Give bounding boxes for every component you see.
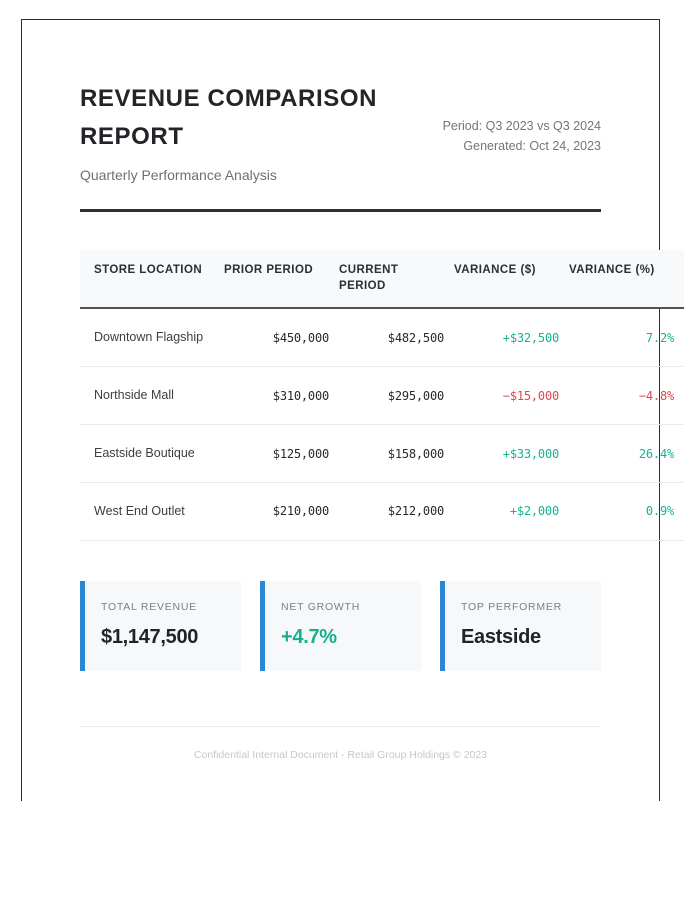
card-value: +4.7%	[281, 625, 337, 648]
revenue-comparison-table	[80, 250, 684, 541]
meta-period: Period: Q3 2023 vs Q3 2024	[442, 119, 601, 133]
cell-current-period: $212,000	[339, 483, 454, 541]
card-value: Eastside	[461, 625, 541, 648]
document-body	[22, 20, 674, 761]
table-row	[80, 367, 684, 425]
cell-prior-period: $450,000	[224, 308, 339, 366]
document-page	[21, 19, 674, 801]
card-value: $1,147,500	[101, 625, 199, 648]
cell-variance-dollar: +$2,000	[454, 483, 569, 541]
cell-variance-dollar: +$32,500	[454, 308, 569, 366]
page-title: REVENUE COMPARISON REPORT	[80, 85, 378, 151]
table-body	[80, 308, 684, 540]
column-header-variance-percent: VARIANCE (%)	[569, 250, 684, 308]
column-header-current-period: CURRENT PERIOD	[339, 250, 454, 308]
table-header-row	[80, 250, 684, 308]
column-header-store-location: STORE LOCATION	[80, 250, 224, 308]
table-row	[80, 308, 684, 366]
cell-prior-period: $125,000	[224, 425, 339, 483]
summary-card-total-revenue	[80, 581, 241, 671]
card-label: NET GROWTH	[281, 600, 361, 613]
cell-current-period: $158,000	[339, 425, 454, 483]
cell-current-period: $482,500	[339, 308, 454, 366]
cell-store-location: Downtown Flagship	[80, 308, 224, 366]
summary-card-top-performer	[440, 581, 601, 671]
cell-store-location: West End Outlet	[80, 483, 224, 541]
document-footer: Confidential Internal Document - Retail Group Holdings © 2023	[80, 726, 601, 761]
meta-generated: Generated: Oct 24, 2023	[463, 139, 601, 154]
document-header	[80, 80, 601, 185]
table-row	[80, 425, 684, 483]
table-row	[80, 483, 684, 541]
cell-variance-percent: −4.8%	[569, 367, 684, 425]
cell-store-location: Eastside Boutique	[80, 425, 224, 483]
table-header	[80, 250, 684, 308]
header-divider	[80, 209, 601, 212]
cell-store-location: Northside Mall	[80, 367, 224, 425]
header-meta-block	[436, 80, 601, 157]
cell-prior-period: $210,000	[224, 483, 339, 541]
cell-current-period: $295,000	[339, 367, 454, 425]
cell-variance-percent: 7.2%	[569, 308, 684, 366]
page-subtitle: Quarterly Performance Analysis	[80, 166, 277, 183]
summary-card-net-growth	[260, 581, 421, 671]
cell-variance-percent: 26.4%	[569, 425, 684, 483]
card-label: TOP PERFORMER	[461, 600, 562, 613]
cell-variance-dollar: −$15,000	[454, 367, 569, 425]
column-header-prior-period: PRIOR PERIOD	[224, 250, 339, 308]
header-title-block	[80, 80, 410, 185]
summary-cards	[80, 581, 601, 671]
card-label: TOTAL REVENUE	[101, 600, 197, 613]
cell-variance-percent: 0.9%	[569, 483, 684, 541]
cell-prior-period: $310,000	[224, 367, 339, 425]
column-header-variance-dollar: VARIANCE ($)	[454, 250, 569, 308]
cell-variance-dollar: +$33,000	[454, 425, 569, 483]
